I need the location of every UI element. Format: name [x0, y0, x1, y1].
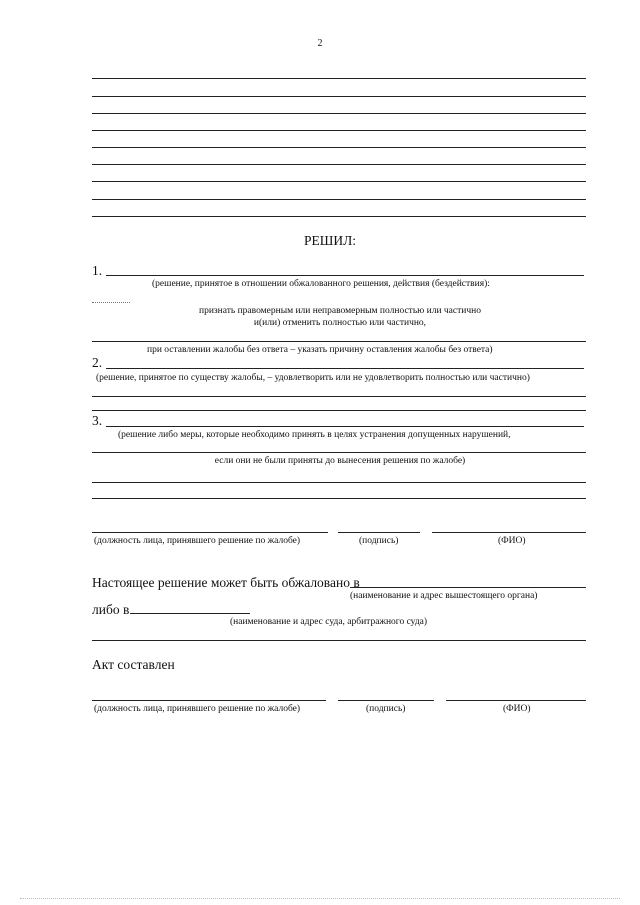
signature-caption-2: (подпись) [366, 704, 406, 714]
blank-line [92, 78, 586, 79]
blank-line [92, 113, 586, 114]
decision-heading: РЕШИЛ: [303, 233, 357, 248]
name-caption-1: (ФИО) [498, 536, 526, 546]
higher-body-caption: (наименование и адрес вышестоящего органа) [350, 591, 538, 601]
page-number: 2 [317, 38, 323, 49]
blank-line [92, 181, 586, 182]
blank-line [92, 199, 586, 200]
blank-line [92, 216, 586, 217]
act-compiled-text: Акт составлен [92, 657, 175, 672]
position-line-1 [92, 532, 328, 533]
blank-line [92, 130, 586, 131]
name-line-1 [432, 532, 586, 533]
scan-edge-artifact [20, 898, 620, 899]
item1-fill-line-2 [92, 341, 586, 342]
higher-body-line [350, 587, 586, 588]
item2-fill-line [106, 368, 584, 369]
item2-number: 2. [92, 355, 103, 370]
item1-short-mark [92, 302, 130, 303]
item1-number: 1. [92, 263, 103, 278]
blank-line [92, 96, 586, 97]
position-line-2 [92, 700, 326, 701]
blank-line [92, 147, 586, 148]
item3-number: 3. [92, 413, 103, 428]
appeal-text: Настоящее решение может быть обжаловано в [92, 575, 360, 590]
blank-line [92, 482, 586, 483]
blank-line [92, 410, 586, 411]
court-line-full [92, 640, 586, 641]
item1-option-line2: и(или) отменить полностью или частично, [253, 318, 427, 328]
item3-caption-line2: если они не были приняты до вынесения решения по жалобе) [214, 456, 466, 466]
item2-caption: (решение, принятое по существу жалобы, – удовлетворить или не удовлетворить полностью или частично) [96, 373, 530, 383]
item1-option-line3: при оставлении жалобы без ответа – указать причину оставления жалобы без ответа) [147, 345, 493, 355]
position-caption-2: (должность лица, принявшего решение по жалобе) [94, 704, 301, 714]
signature-caption-1: (подпись) [359, 536, 399, 546]
name-line-2 [446, 700, 586, 701]
or-text: либо в [92, 602, 130, 617]
item1-caption: (решение, принятое в отношении обжалованного решения, действия (бездействия): [152, 279, 490, 289]
item3-caption-line1: (решение либо меры, которые необходимо принять в целях устранения допущенных нарушений, [118, 430, 511, 440]
blank-line [92, 498, 586, 499]
position-caption-1: (должность лица, принявшего решение по жалобе) [94, 536, 301, 546]
item3-fill-line [106, 426, 584, 427]
blank-line [92, 164, 586, 165]
item3-fill-line-2 [92, 452, 586, 453]
signature-line-2 [338, 700, 434, 701]
blank-line [92, 396, 586, 397]
court-caption: (наименование и адрес суда, арбитражного суда) [230, 617, 428, 627]
item1-fill-line [106, 275, 584, 276]
item1-option-line1: признать правомерным или неправомерным полностью или частично [199, 306, 481, 316]
court-line-short [130, 613, 250, 614]
signature-line-1 [338, 532, 420, 533]
name-caption-2: (ФИО) [503, 704, 531, 714]
